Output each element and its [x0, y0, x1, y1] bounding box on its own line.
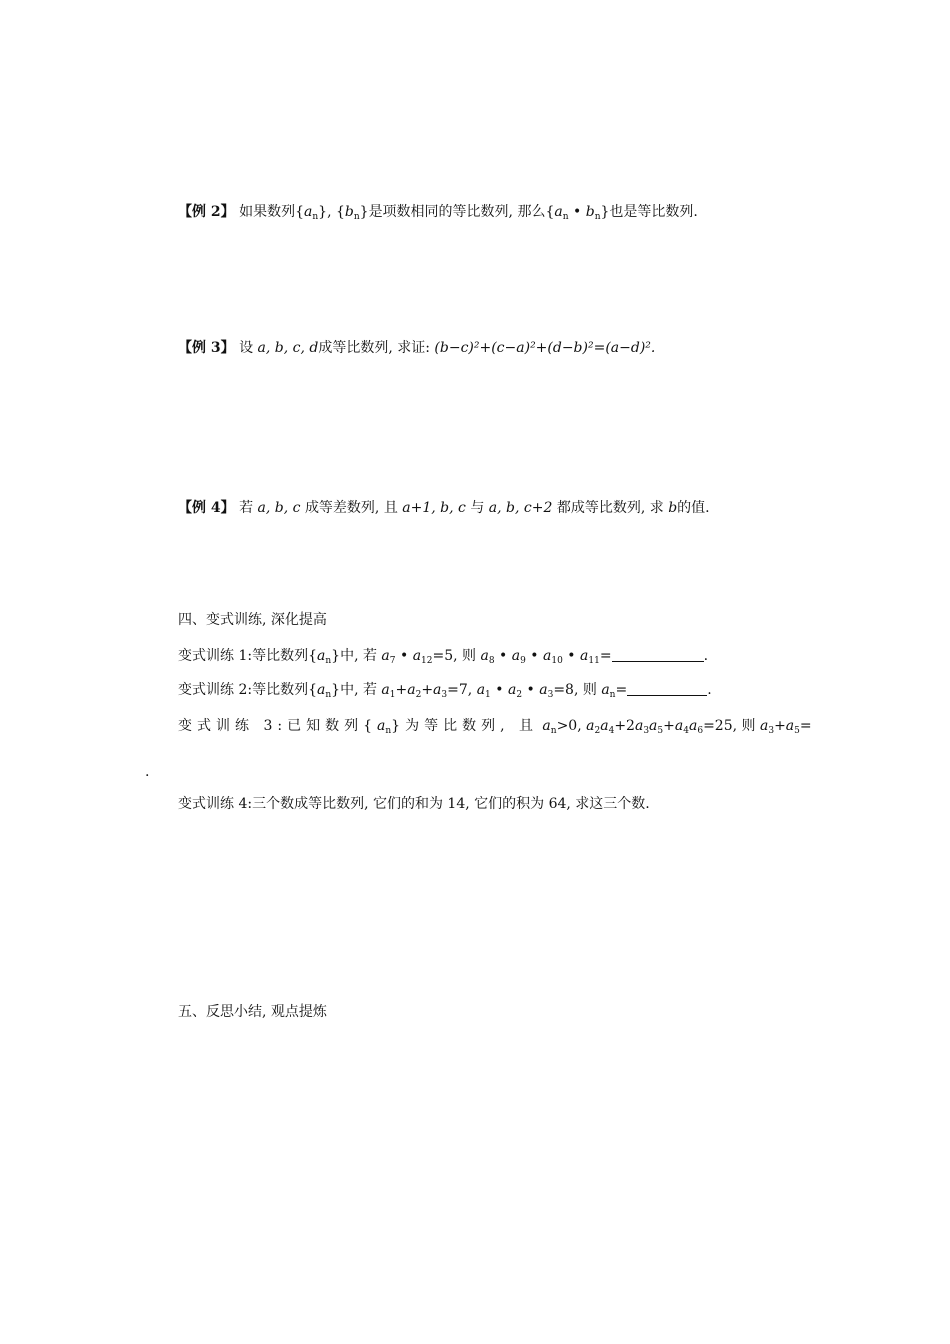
example-3-tag: 【例 3】: [178, 340, 235, 356]
section-4-title: 四、变式训练, 深化提高: [178, 612, 327, 628]
variant-3-label: 变式训练 3:: [178, 718, 288, 734]
example-3-formula: (b−c)²+(c−a)²+(d−b)²=(a−d)².: [434, 340, 656, 356]
variant-3: 变式训练 3:已知数列$\{a_n\}$为等比数列, 且 $a_n>0$, $a_2a_4+2a_3a_5+a_4a_6=25$, 则 $a_3+a_5=$: [178, 718, 812, 736]
variant-4: [178, 794, 650, 814]
variant-2: 变式训练 2:等比数列$\{a_n\}$中, 若 $a_1+a_2+a_3=7$, $a_1$ • $a_2$ • $a_3=8$, 则 $a_n=$ .: [178, 682, 712, 700]
variant-2-answer-blank: [627, 681, 707, 696]
variant-4-label: 变式训练 4:: [178, 796, 253, 812]
variant-1-label: 变式训练 1:: [178, 648, 253, 664]
variant-1: 变式训练 1:等比数列$\{a_n\}$中, 若 $a_7$ • $a_{12}=5$, 则 $a_8$ • $a_9$ • $a_{10}$ • $a_{11}=$ .: [178, 648, 709, 666]
trailing-dot: .: [145, 764, 150, 780]
example-2: 【例 2】 如果数列$\{a_n\}$, $\{b_n\}$是项数相同的等比数列, 那么{$a_n$ • $b_n$}也是等比数列.: [178, 204, 698, 222]
example-4: 【例 4】 若 a, b, c 成等差数列, 且 a+1, b, c 与 a, b, c+2 都成等比数列, 求 b的值.: [178, 500, 710, 516]
example-3: 【例 3】 设 a, b, c, d成等比数列, 求证: (b−c)²+(c−a)²+(d−b)²=(a−d)².: [178, 340, 656, 356]
example-2-tag: 【例 2】: [178, 204, 235, 220]
example-4-tag: 【例 4】: [178, 500, 235, 516]
variant-1-answer-blank: [612, 647, 704, 662]
variant-2-label: 变式训练 2:: [178, 682, 253, 698]
section-5-title: 五、反思小结, 观点提炼: [178, 1004, 327, 1020]
variant-4-text: 三个数成等比数列, 它们的和为 14, 它们的积为 64, 求这三个数.: [252, 796, 650, 812]
